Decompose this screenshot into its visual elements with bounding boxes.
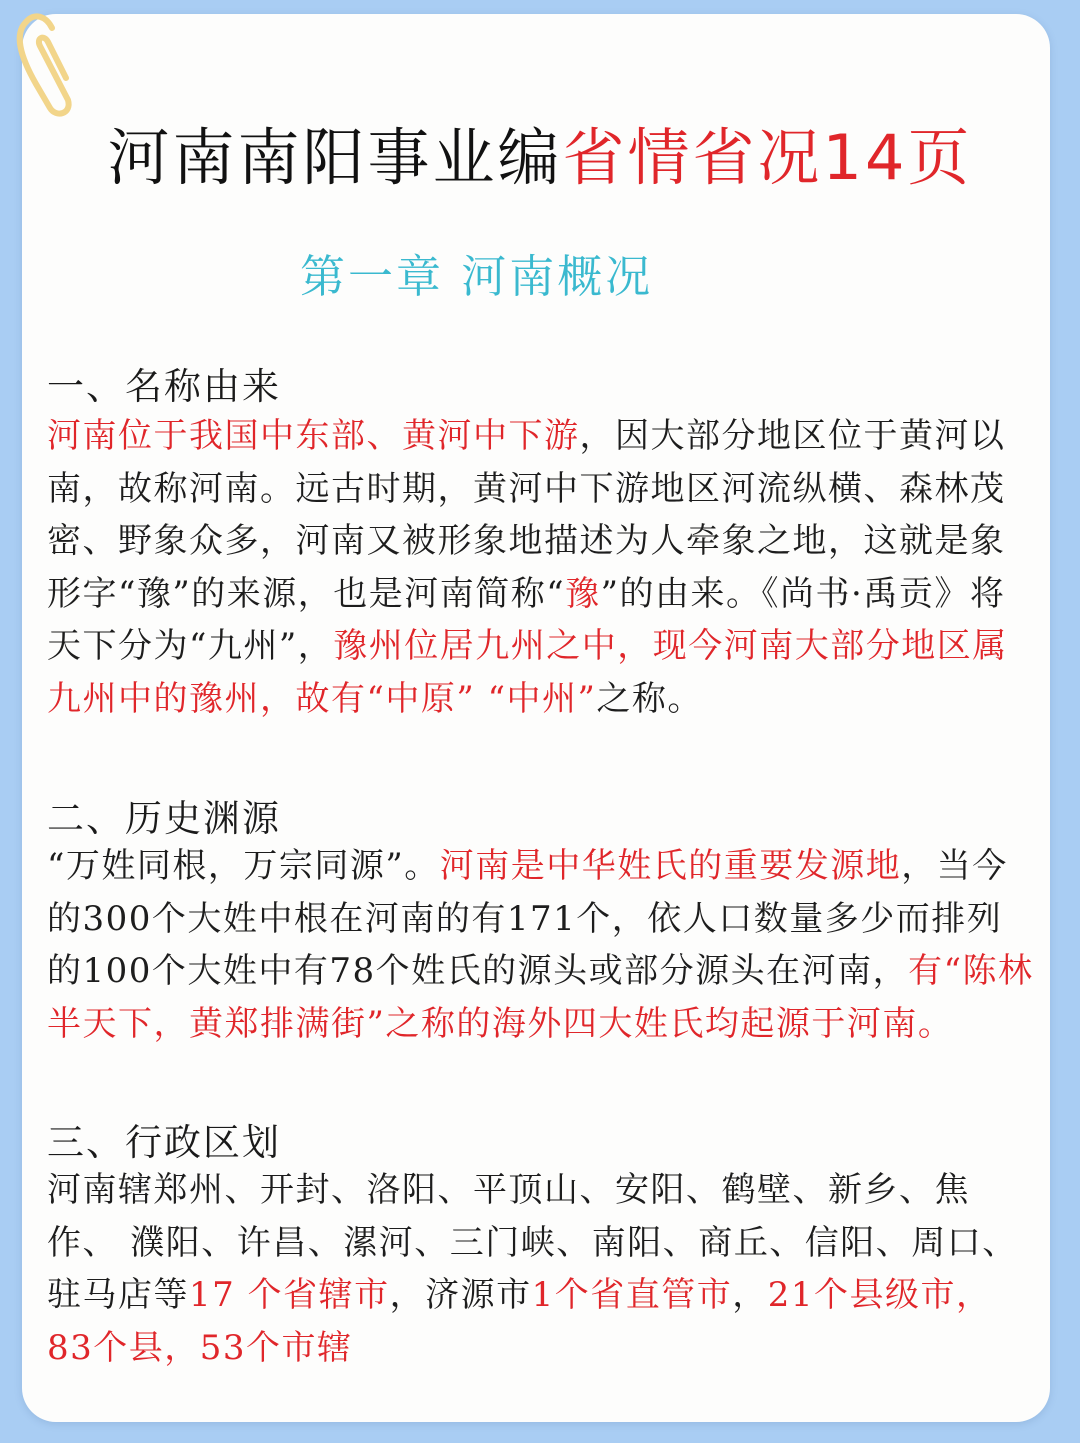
body-text: 之称。 bbox=[596, 678, 703, 719]
page-title bbox=[0, 108, 1080, 197]
highlight-text: 21个县级市，83个县，53个市辖 bbox=[47, 1275, 992, 1368]
body-text: ，济源市 bbox=[389, 1275, 532, 1316]
section-body-divisions bbox=[47, 1164, 1037, 1374]
section-body-origin bbox=[47, 410, 1037, 726]
body-text: ”的由来。《尚书·禹贡》将天下分为“九州”， bbox=[47, 573, 1006, 667]
paperclip-icon bbox=[6, 4, 86, 124]
highlight-text: 豫 bbox=[565, 573, 601, 614]
body-text: ， bbox=[732, 1275, 768, 1316]
section-heading-origin: 一、名称由来 bbox=[47, 365, 281, 408]
highlight-text: 河南位于我国中东部、黄河中下游 bbox=[47, 416, 580, 456]
highlight-text: 1个省直管市 bbox=[531, 1275, 733, 1316]
highlight-text: 有“陈林半天下，黄郑排满街”之称的海外四大姓氏均起源于河南。 bbox=[47, 951, 1034, 1044]
title-highlight: 省情省况14页 bbox=[562, 121, 973, 194]
section-heading-history: 二、历史渊源 bbox=[47, 797, 281, 840]
body-text: 河南辖郑州、开封、洛阳、平顶山、安阳、鹤壁、新乡、焦作、 濮阳、许昌、漯河、三门峡、南阳、商丘、信阳、周口、驻马店等 bbox=[47, 1170, 1018, 1316]
title-main: 河南南阳事业编 bbox=[107, 121, 563, 194]
body-text: ，因大部分地区位于黄河以南，故称河南。远古时期，黄河中下游地区河流纵横、森林茂密、野象众多，河南又被形象地描述为人牵象之地，这就是象形字“豫”的来源，也是河南简称“ bbox=[47, 416, 1006, 614]
highlight-text: 豫州位居九州之中，现今河南大部分地区属九州中的豫州，故有“中原” “中州” bbox=[47, 626, 1008, 719]
highlight-text: 河南是中华姓氏的重要发源地 bbox=[439, 846, 902, 886]
section-heading-divisions: 三、行政区划 bbox=[47, 1121, 281, 1164]
body-text: “万姓同根，万宗同源”。 bbox=[47, 846, 440, 886]
highlight-text: 17 个省辖市 bbox=[189, 1275, 390, 1316]
body-text: ，当今的300个大姓中根在河南的有171个，依人口数量多少而排列的100个大姓中有78个姓氏的源头或部分源头在河南， bbox=[47, 846, 1008, 992]
section-body-history bbox=[47, 840, 1037, 1050]
chapter-heading: 第一章 河南概况 bbox=[300, 250, 654, 303]
